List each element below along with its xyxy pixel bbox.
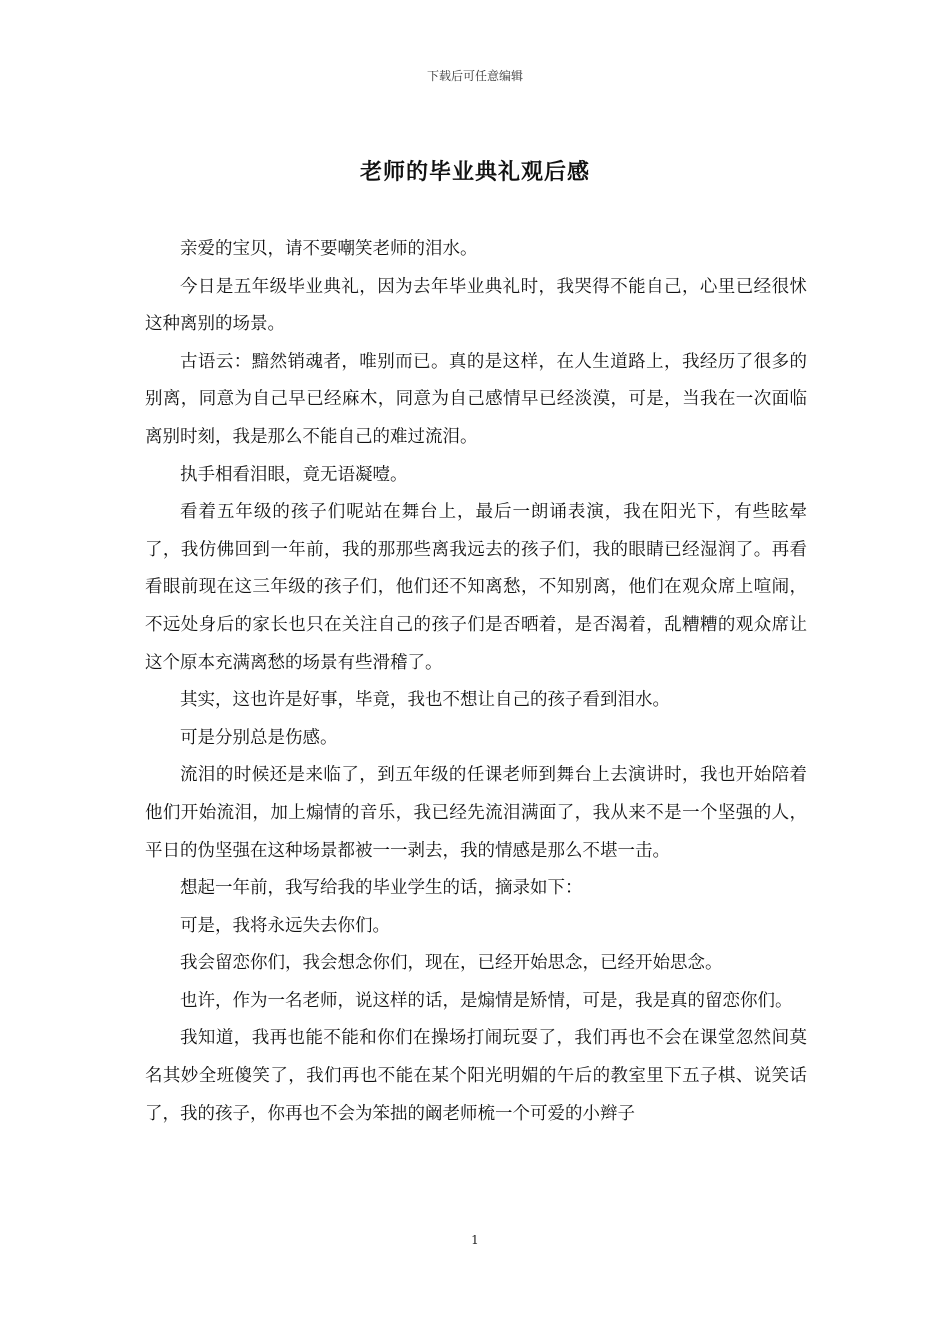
paragraph: 古语云：黯然销魂者，唯别而已。真的是这样，在人生道路上，我经历了很多的别离，同意为自己早已经麻木，同意为自己感情早已经淡漠，可是，当我在一次面临离别时刻，我是那么不能自己的难过流泪。: [145, 351, 807, 447]
document-title: 老师的毕业典礼观后感: [359, 159, 590, 185]
paragraph: 可是分别总是伤感。: [180, 727, 338, 748]
page-number: 1: [471, 1233, 479, 1247]
paragraph: 今日是五年级毕业典礼，因为去年毕业典礼时，我哭得不能自己，心里已经很怵这种离别的场景。: [145, 276, 807, 335]
paragraph: 流泪的时候还是来临了，到五年级的任课老师到舞台上去演讲时，我也开始陪着他们开始流泪，加上煽情的音乐，我已经先流泪满面了，我从来不是一个坚强的人，平日的伪坚强在这种场景都被一一剥去，我的情感是那么不堪一击。: [145, 765, 807, 861]
document-body: [145, 231, 807, 1133]
paragraph: 亲爱的宝贝，请不要嘲笑老师的泪水。: [180, 239, 478, 259]
paragraph: 也许，作为一名老师，说这样的话，是煽情是矫情，可是，我是真的留恋你们。: [180, 990, 793, 1011]
paragraph: 看着五年级的孩子们呢站在舞台上，最后一朗诵表演，我在阳光下，有些眩晕了，我仿佛回到一年前，我的那那些离我远去的孩子们，我的眼睛已经湿润了。再看看眼前现在这三年级的孩子们，他们还不知离愁，不知别离，他们在观众席上喧闹，不远处身后的家长也只在关注自己的孩子们是否晒着，是否渴着，乱糟糟的观众席让这个原本充满离愁的场景有些滑稽了。: [145, 502, 807, 673]
paragraph: 我知道，我再也能不能和你们在操场打闹玩耍了，我们再也不会在课堂忽然间莫名其妙全班傻笑了，我们再也不能在某个阳光明媚的午后的教室里下五子棋、说笑话了，我的孩子，你再也不会为笨拙的阚老师梳一个可爱的小辫子: [145, 1028, 807, 1124]
paragraph: 执手相看泪眼，竟无语凝噎。: [180, 464, 408, 485]
header-note: 下载后可任意编辑: [426, 69, 523, 83]
paragraph: 可是，我将永远失去你们。: [180, 915, 390, 936]
paragraph: 其实，这也许是好事，毕竟，我也不想让自己的孩子看到泪水。: [180, 690, 670, 711]
paragraph: 我会留恋你们，我会想念你们，现在，已经开始思念，已经开始思念。: [180, 953, 723, 974]
paragraph: 想起一年前，我写给我的毕业学生的话，摘录如下：: [180, 878, 583, 899]
